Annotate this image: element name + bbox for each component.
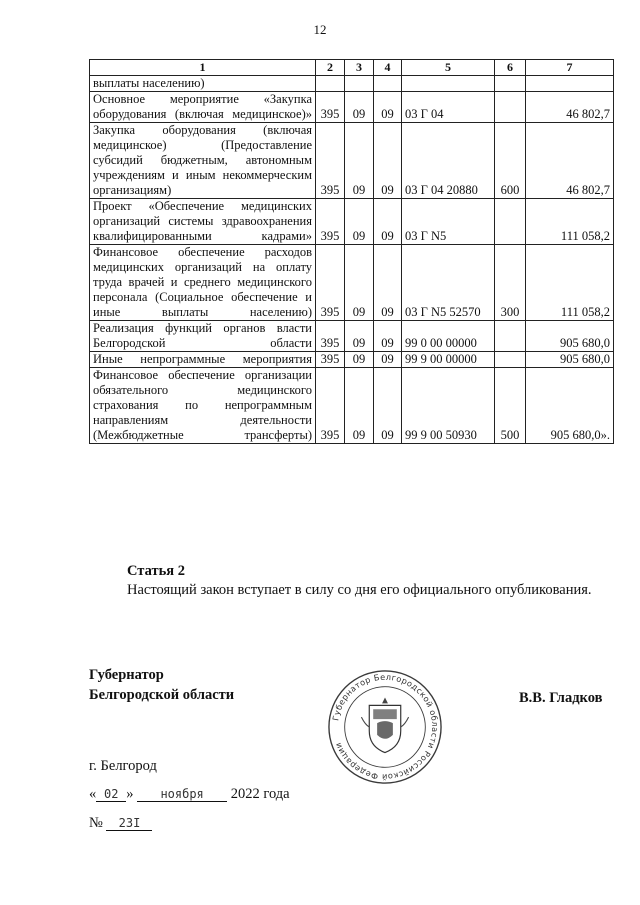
row-section [345,76,374,92]
row-subsection: 09 [374,245,402,321]
date-month-field: ноября [137,787,227,802]
table-row [90,76,614,92]
header-col-7: 7 [526,60,614,76]
row-csr [402,76,495,92]
row-csr: 03 Г N5 52570 [402,245,495,321]
governor-name: В.В. Гладков [519,690,603,706]
row-name: Реализация функций органов власти Белгородской области [90,321,316,352]
row-vr: 600 [495,123,526,199]
table-row [90,123,614,199]
header-col-1: 1 [90,60,316,76]
row-vr [495,199,526,245]
row-vr: 300 [495,245,526,321]
date-line [89,786,290,803]
row-section: 09 [345,352,374,368]
row-section: 09 [345,245,374,321]
header-col-5: 5 [402,60,495,76]
row-section: 09 [345,321,374,352]
row-admin: 395 [316,368,345,444]
row-admin: 395 [316,92,345,123]
row-name: Проект «Обеспечение медицинских организаций системы здравоохранения квалифицированными кадрами» [90,199,316,245]
row-admin [316,76,345,92]
row-amount: 46 802,7 [526,92,614,123]
row-admin: 395 [316,321,345,352]
row-name: Основное мероприятие «Закупка оборудования (включая медицинское)» [90,92,316,123]
place-of-signing: г. Белгород [89,758,157,774]
row-name: Финансовое обеспечение расходов медицинских организаций на оплату труда врачей и среднего медицинского персонала (Социальное обеспечение и иные выплаты населению) [90,245,316,321]
header-col-4: 4 [374,60,402,76]
row-amount: 905 680,0». [526,368,614,444]
row-admin: 395 [316,245,345,321]
row-amount: 905 680,0 [526,321,614,352]
row-admin: 395 [316,123,345,199]
row-subsection: 09 [374,368,402,444]
number-field: 23I [106,816,152,831]
row-section: 09 [345,368,374,444]
date-year: 2022 года [230,786,290,802]
header-col-6: 6 [495,60,526,76]
table-row [90,245,614,321]
header-col-3: 3 [345,60,374,76]
document-number-line [89,815,152,832]
table-row [90,368,614,444]
row-admin: 395 [316,199,345,245]
row-subsection: 09 [374,123,402,199]
row-amount: 111 058,2 [526,245,614,321]
row-csr: 03 Г 04 [402,92,495,123]
date-day-field: 02 [96,787,126,802]
row-name: Финансовое обеспечение организации обязательного медицинского страхования по непрограммным направлениям деятельности (Межбюджетные трансферты) [90,368,316,444]
row-vr: 500 [495,368,526,444]
article-text: Настоящий закон вступает в силу со дня его официального опубликования. [127,582,592,598]
row-name: Иные непрограммные мероприятия [90,352,316,368]
row-name: Закупка оборудования (включая медицинское) (Предоставление субсидий бюджетным, автономным учреждениям и иным некоммерческим организациям) [90,123,316,199]
row-csr: 03 Г N5 [402,199,495,245]
article-title: Статья 2 [127,563,185,579]
governor-title-line-1: Губернатор [89,667,164,683]
row-amount [526,76,614,92]
row-subsection [374,76,402,92]
row-vr [495,92,526,123]
row-csr: 99 9 00 00000 [402,352,495,368]
row-subsection: 09 [374,199,402,245]
governor-title-line-2: Белгородской области [89,687,235,703]
seal-text: Губернатор Белгородской области Российской Федерации [330,671,441,783]
date-close-quote: » [126,786,134,802]
row-vr [495,352,526,368]
row-subsection: 09 [374,352,402,368]
budget-table [89,59,614,444]
row-csr: 99 0 00 00000 [402,321,495,352]
row-subsection: 09 [374,92,402,123]
coat-of-arms-icon [361,698,408,753]
table-header-row [90,60,614,76]
table-row [90,199,614,245]
row-amount: 46 802,7 [526,123,614,199]
row-section: 09 [345,199,374,245]
page-number: 12 [313,22,327,37]
row-amount: 905 680,0 [526,352,614,368]
row-admin: 395 [316,352,345,368]
table-row [90,321,614,352]
row-section: 09 [345,92,374,123]
governor-title [89,665,234,705]
header-col-2: 2 [316,60,345,76]
row-vr [495,76,526,92]
row-csr: 99 9 00 50930 [402,368,495,444]
table-row [90,352,614,368]
row-name: выплаты населению) [90,76,316,92]
number-label: № [89,815,103,831]
row-amount: 111 058,2 [526,199,614,245]
row-vr [495,321,526,352]
table-row [90,92,614,123]
date-open-quote: « [89,786,97,802]
row-csr: 03 Г 04 20880 [402,123,495,199]
row-subsection: 09 [374,321,402,352]
row-section: 09 [345,123,374,199]
official-seal-icon [326,668,444,786]
